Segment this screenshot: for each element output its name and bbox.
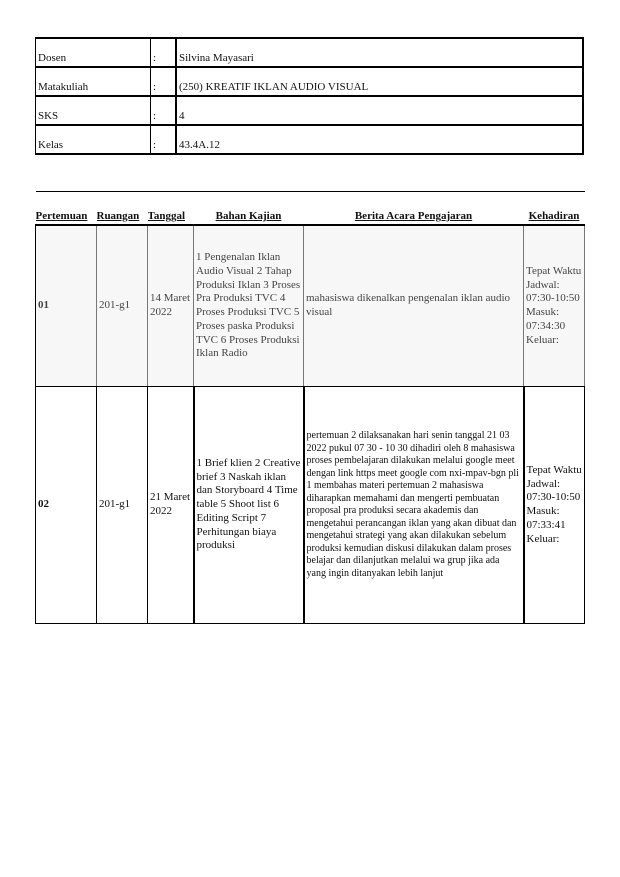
pertemuan-number: 02 bbox=[36, 387, 97, 624]
kehadiran-cell: Tepat Waktu Jadwal: 07:30-10:50 Masuk: 07:34:30 Keluar: bbox=[524, 225, 585, 387]
info-colon: : bbox=[151, 38, 177, 67]
info-row-dosen bbox=[36, 38, 584, 67]
schedule-header-row bbox=[36, 192, 585, 226]
header-ruangan: Ruangan bbox=[97, 192, 148, 226]
schedule-table bbox=[35, 191, 585, 624]
info-row-sks bbox=[36, 96, 584, 125]
ruangan-cell: 201-g1 bbox=[97, 387, 148, 624]
info-label: Matakuliah bbox=[36, 67, 151, 96]
pertemuan-number: 01 bbox=[36, 225, 97, 387]
info-label: Dosen bbox=[36, 38, 151, 67]
info-label: Kelas bbox=[36, 125, 151, 154]
info-value: 4 bbox=[176, 96, 583, 125]
tanggal-cell: 21 Maret 2022 bbox=[148, 387, 194, 624]
berita-acara-cell: pertemuan 2 dilaksanakan hari senin tanggal 21 03 2022 pukul 07 30 - 10 30 dihadiri oleh 8 mahasiswa proses pembelajaran dilakukan melalui google meet dengan link https meet google com nxi-mpav-bgn pli 1 membahas materi pertemuan 2 mahasiswa diharapkan memahami dan mengerti pembuatan proposal pra produksi secara akademis dan mengetahui perancangan iklan yang akan dibuat dan mengetahui strategi yang akan dilakukan sebelum produksi kemudian diskusi dilakukan dalam proses belajar dan dilanjutkan melalui wa grup jika ada yang ingin ditanyakan lebih lanjut bbox=[304, 387, 524, 624]
info-colon: : bbox=[151, 125, 177, 154]
header-berita-acara: Berita Acara Pengajaran bbox=[304, 192, 524, 226]
bahan-kajian-cell: 1 Pengenalan Iklan Audio Visual 2 Tahap Produksi Iklan 3 Proses Pra Produksi TVC 4 Proses Produksi TVC 5 Proses paska Produksi TVC 6 Proses Produksi Iklan Radio bbox=[194, 225, 304, 387]
table-row bbox=[36, 225, 585, 387]
info-colon: : bbox=[151, 96, 177, 125]
header-bahan-kajian: Bahan Kajian bbox=[194, 192, 304, 226]
info-label: SKS bbox=[36, 96, 151, 125]
info-value: Silvina Mayasari bbox=[176, 38, 583, 67]
info-value: (250) KREATIF IKLAN AUDIO VISUAL bbox=[176, 67, 583, 96]
kehadiran-cell: Tepat Waktu Jadwal: 07:30-10:50 Masuk: 07:33:41 Keluar: bbox=[524, 387, 585, 624]
header-tanggal: Tanggal bbox=[148, 192, 194, 226]
info-colon: : bbox=[151, 67, 177, 96]
bahan-kajian-cell: 1 Brief klien 2 Creative brief 3 Naskah iklan dan Storyboard 4 Time table 5 Shoot list 6 Editing Script 7 Perhitungan biaya produksi bbox=[194, 387, 304, 624]
info-value: 43.4A.12 bbox=[176, 125, 583, 154]
header-kehadiran: Kehadiran bbox=[524, 192, 585, 226]
table-row bbox=[36, 387, 585, 624]
berita-acara-cell: mahasiswa dikenalkan pengenalan iklan audio visual bbox=[304, 225, 524, 387]
ruangan-cell: 201-g1 bbox=[97, 225, 148, 387]
tanggal-cell: 14 Maret 2022 bbox=[148, 225, 194, 387]
info-row-kelas bbox=[36, 125, 584, 154]
header-pertemuan: Pertemuan bbox=[36, 192, 97, 226]
course-info-table bbox=[35, 37, 584, 155]
info-row-matakuliah bbox=[36, 67, 584, 96]
